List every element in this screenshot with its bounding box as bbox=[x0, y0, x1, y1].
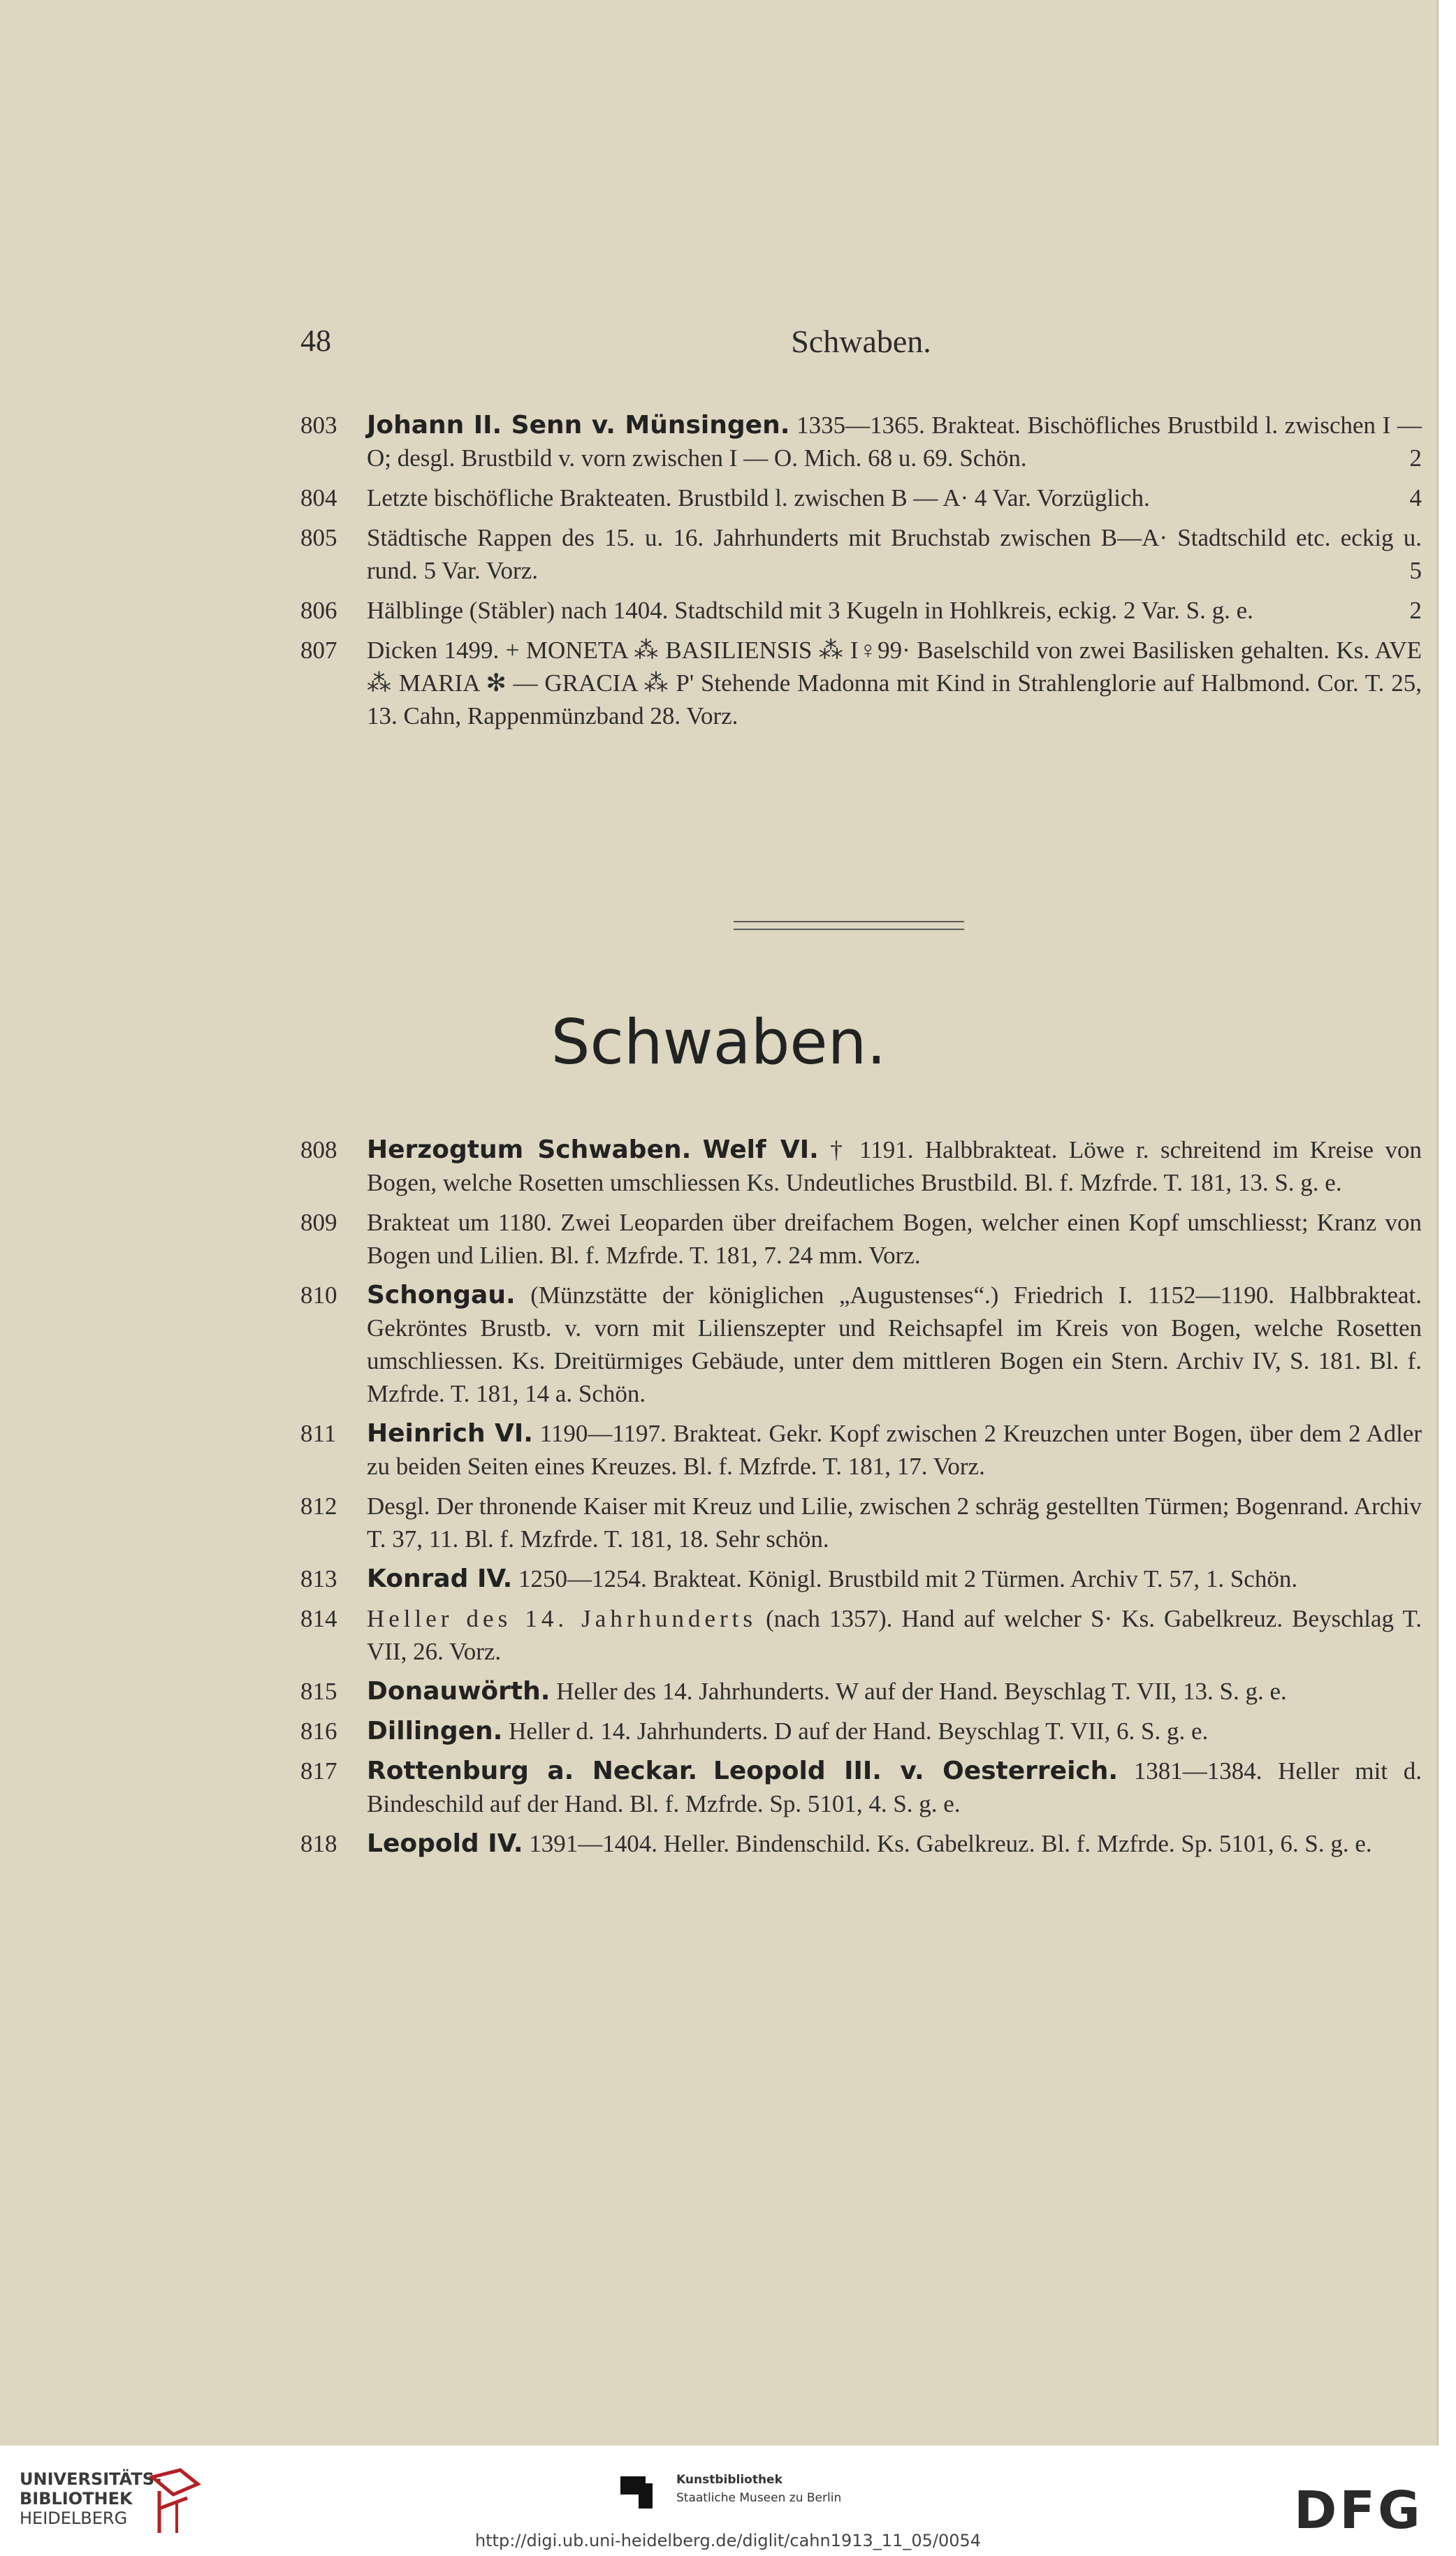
entry-heading: Donauwörth. bbox=[367, 1677, 551, 1706]
entry-heading: Schongau. bbox=[367, 1281, 516, 1309]
catalog-entry bbox=[300, 409, 1422, 474]
entry-heading: Konrad IV. bbox=[367, 1564, 513, 1593]
entry-text: Städtische Rappen des 15. u. 16. Jahrhunderts mit Bruchstab zwischen B—A· Stadtschild etc. eckig u. rund. 5 Var. Vorz. bbox=[367, 524, 1422, 584]
catalog-entry bbox=[300, 1675, 1422, 1708]
entry-number: 810 bbox=[300, 1281, 337, 1309]
entry-text: † 1191. Halbbrakteat. Löwe r. schreitend im Kreise von Bogen, welche Rosetten umschliessen Ks. Undeutliches Brustbild. Bl. f. Mzfrde. T. 181, 13. S. g. e. bbox=[367, 1136, 1422, 1196]
entry-text: Brakteat um 1180. Zwei Leoparden über dreifachem Bogen, welcher einen Kopf umschliesst; Kranz von Bogen und Lilien. Bl. f. Mzfrde. T. 181, 7. 24 mm. Vorz. bbox=[367, 1209, 1422, 1269]
entry-price: 2 bbox=[1409, 597, 1422, 624]
catalog-entry bbox=[300, 1206, 1422, 1272]
catalog-entry bbox=[300, 634, 1422, 732]
section-title: Schwaben. bbox=[551, 1006, 887, 1078]
catalog-entry bbox=[300, 1490, 1422, 1555]
source-url[interactable]: http://digi.ub.uni-heidelberg.de/diglit/cahn1913_11_05/0054 bbox=[474, 2531, 982, 2550]
entry-number: 815 bbox=[300, 1678, 337, 1705]
entry-text: Letzte bischöfliche Brakteaten. Brustbild l. zwischen B — A· 4 Var. Vorzüglich. bbox=[367, 484, 1150, 511]
catalog-entry bbox=[300, 1602, 1422, 1668]
entry-heading: Dillingen. bbox=[367, 1717, 503, 1745]
entry-ruler: Leopold III. v. Oesterreich. bbox=[713, 1757, 1119, 1785]
catalog-entry bbox=[300, 594, 1422, 627]
entries-top bbox=[300, 409, 1422, 739]
section-divider bbox=[734, 921, 964, 930]
page-number: 48 bbox=[300, 324, 331, 358]
entries-bottom bbox=[300, 1133, 1422, 1867]
ub-line3: HEIDELBERG bbox=[20, 2508, 128, 2528]
entry-number: 808 bbox=[300, 1136, 337, 1163]
catalog-entry bbox=[300, 1562, 1422, 1595]
entry-heading: Rottenburg a. Neckar. bbox=[367, 1757, 698, 1785]
ub-mark-icon bbox=[145, 2467, 201, 2536]
entry-number: 816 bbox=[300, 1718, 337, 1745]
running-title: Schwaben. bbox=[791, 324, 931, 359]
entry-price: 2 bbox=[1409, 444, 1422, 472]
entry-ruler: Welf VI. bbox=[702, 1135, 819, 1164]
entry-number: 818 bbox=[300, 1830, 337, 1857]
entry-heading: Heinrich VI. bbox=[367, 1419, 533, 1448]
entry-text: Heller d. 14. Jahrhunderts. D auf der Hand. Beyschlag T. VII, 6. S. g. e. bbox=[509, 1718, 1209, 1745]
entry-number: 806 bbox=[300, 597, 337, 624]
catalog-entry bbox=[300, 1827, 1422, 1860]
catalog-entry bbox=[300, 1755, 1422, 1820]
kunstbibliothek-text bbox=[676, 2471, 841, 2507]
entry-text: Heller des 14. Jahrhunderts. W auf der Hand. Beyschlag T. VII, 13. S. g. e. bbox=[556, 1678, 1287, 1705]
entry-number: 805 bbox=[300, 524, 337, 551]
entry-text: Hälblinge (Stäbler) nach 1404. Stadtschild mit 3 Kugeln in Hohlkreis, eckig. 2 Var. S. g. e. bbox=[367, 597, 1253, 624]
entry-text: 1391—1404. Heller. Bindenschild. Ks. Gabelkreuz. Bl. f. Mzfrde. Sp. 5101, 6. S. g. e. bbox=[529, 1830, 1372, 1857]
entry-text: 1190—1197. Brakteat. Gekr. Kopf zwischen 2 Kreuzchen unter Bogen, über dem 2 Adler zu beiden Seiten eines Kreuzes. Bl. f. Mzfrde. T. 181, 17. Vorz. bbox=[367, 1420, 1422, 1480]
entry-price: 5 bbox=[1409, 557, 1422, 584]
entry-number: 814 bbox=[300, 1605, 337, 1632]
entry-spaced-heading: Heller des 14. Jahrhunderts bbox=[367, 1605, 757, 1632]
catalog-entry bbox=[300, 1133, 1422, 1199]
entry-text: 1381—1384. Heller mit d. Bindeschild auf der Hand. Bl. f. Mzfrde. Sp. 5101, 4. S. g. e. bbox=[367, 1757, 1422, 1817]
entry-number: 811 bbox=[300, 1420, 337, 1447]
catalog-entry bbox=[300, 481, 1422, 514]
entry-number: 803 bbox=[300, 412, 337, 439]
entry-number: 817 bbox=[300, 1757, 337, 1785]
entry-number: 809 bbox=[300, 1209, 337, 1236]
entry-heading: Leopold IV. bbox=[367, 1829, 523, 1858]
page-header bbox=[300, 323, 1422, 365]
dfg-logo: DFG bbox=[1294, 2481, 1423, 2541]
entry-number: 807 bbox=[300, 637, 337, 664]
entry-text: 1250—1254. Brakteat. Königl. Brustbild mit 2 Türmen. Archiv T. 57, 1. Schön. bbox=[518, 1565, 1298, 1592]
kb-line1: Kunstbibliothek bbox=[676, 2473, 782, 2487]
entry-number: 804 bbox=[300, 484, 337, 511]
entry-text: (nach 1357). Hand auf welcher S· Ks. Gabelkreuz. Beyschlag T. VII, 26. Vorz. bbox=[367, 1605, 1422, 1665]
entry-price: 4 bbox=[1409, 484, 1422, 511]
entry-text: (Münzstätte der königlichen „Augustenses“.) Friedrich I. 1152—1190. Halbbrakteat. Gekröntes Brustb. v. vorn mit Lilienszepter und Reichsapfel im Kreis von Bogen, welche Rosetten umschliessen. Ks. Dreitürmiges Gebäude, unter dem mittleren Bogen ein Stern. Archiv IV, S. 181. Bl. f. Mzfrde. T. 181, 14 a. Schön. bbox=[367, 1281, 1422, 1407]
ub-line1: UNIVERSITÄTS- bbox=[20, 2469, 162, 2489]
entry-heading: Johann II. Senn v. Münsingen. bbox=[367, 411, 790, 440]
catalog-entry bbox=[300, 1279, 1422, 1410]
kunstbibliothek-logo-icon bbox=[620, 2469, 662, 2511]
entry-text: Desgl. Der thronende Kaiser mit Kreuz und Lilie, zwischen 2 schräg gestellten Türmen; Bogenrand. Archiv T. 37, 11. Bl. f. Mzfrde. T. 181, 18. Sehr schön. bbox=[367, 1493, 1422, 1553]
ub-heidelberg-logo[interactable] bbox=[20, 2469, 161, 2528]
entry-text: 1335—1365. Brakteat. Bischöfliches Brustbild l. zwischen I — O; desgl. Brustbild v. vorn zwischen I — O. Mich. 68 u. 69. Schön. bbox=[367, 412, 1422, 472]
catalog-entry bbox=[300, 521, 1422, 587]
kb-line2: Staatliche Museen zu Berlin bbox=[676, 2491, 842, 2505]
entry-text: Dicken 1499. + MONETA ⁂ BASILIENSIS ⁂ I♀99· Baselschild von zwei Basilisken gehalten. Ks. AVE ⁂ MARIA ✻ — GRACIA ⁂ P' Stehende Madonna mit Kind in Strahlenglorie auf Halbmond. Cor. T. 25, 13. Cahn, Rappenmünzband 28. Vorz. bbox=[367, 637, 1422, 729]
entry-number: 813 bbox=[300, 1565, 337, 1592]
catalog-entry bbox=[300, 1417, 1422, 1483]
catalog-entry bbox=[300, 1715, 1422, 1748]
entry-heading: Herzogtum Schwaben. bbox=[367, 1135, 692, 1164]
entry-number: 812 bbox=[300, 1493, 337, 1520]
ub-line2: BIBLIOTHEK bbox=[20, 2489, 133, 2508]
footer-bar bbox=[0, 2446, 1456, 2556]
